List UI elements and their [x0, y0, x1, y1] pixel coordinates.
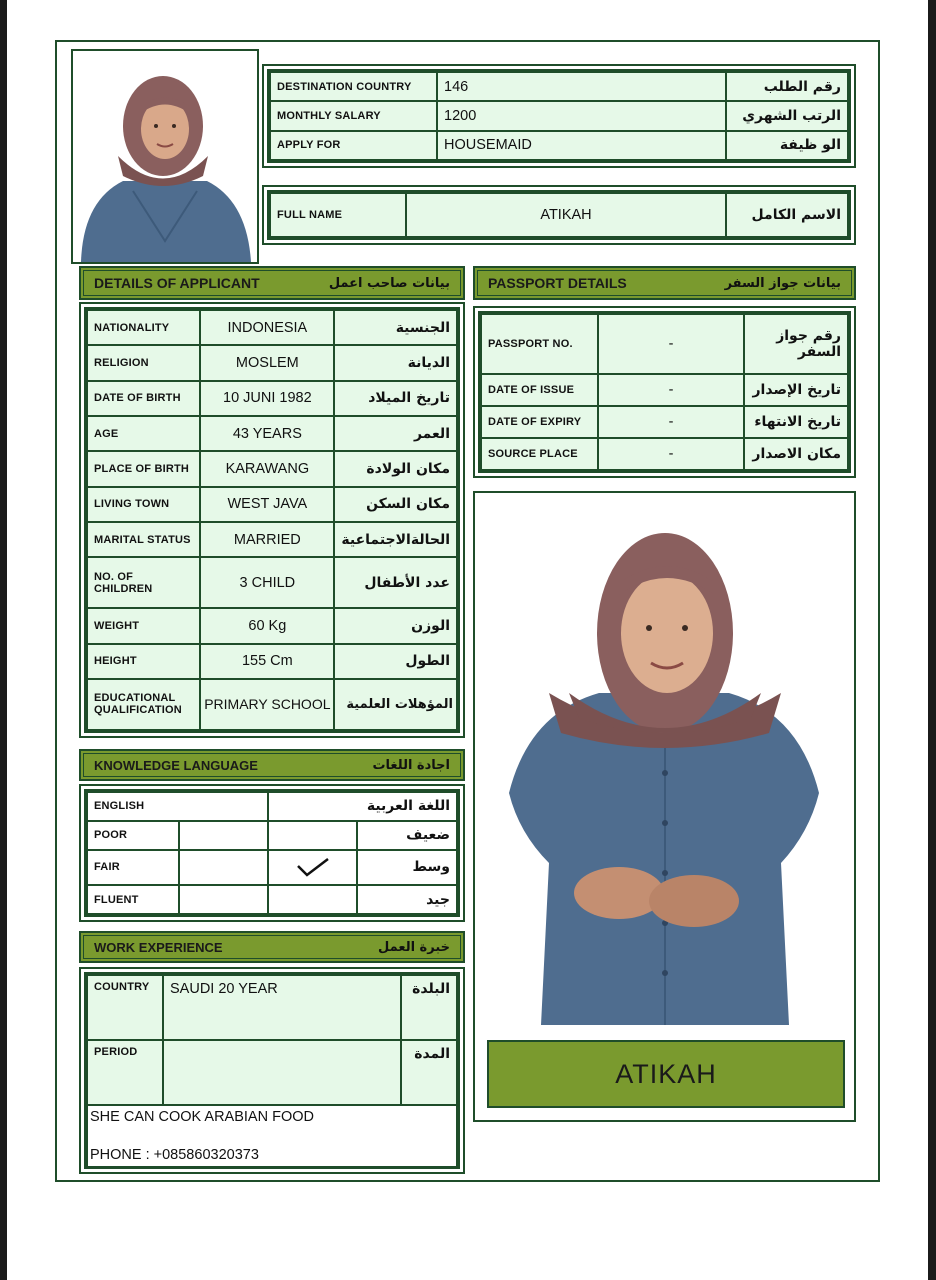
table-row — [87, 451, 457, 486]
arabic-fluent-cell — [268, 885, 357, 914]
passport-header — [473, 266, 856, 300]
date-of-issue-label-ar: تاريخ الإصدار — [744, 374, 848, 406]
applicant-header-title: DETAILS OF APPLICANT — [94, 275, 260, 291]
name-banner-text: ATIKAH — [615, 1058, 717, 1089]
arabic-poor-cell — [268, 821, 357, 850]
applicant-header — [79, 266, 465, 300]
full-name-value: ATIKAH — [406, 193, 726, 237]
poor-label: POOR — [87, 821, 179, 850]
applicant-table — [86, 309, 458, 731]
table-row — [87, 885, 457, 914]
salary-value: 1200 — [437, 101, 726, 130]
table-row — [87, 522, 457, 557]
nationality-label-ar: الجنسية — [334, 310, 457, 345]
english-fluent-cell — [179, 885, 268, 914]
english-column-label: ENGLISH — [87, 792, 268, 821]
salary-label: MONTHLY SALARY — [270, 101, 437, 130]
source-place-label-ar: مكان الاصدار — [744, 438, 848, 470]
age-label: AGE — [87, 416, 200, 451]
full-name-label-ar: الاسم الكامل — [726, 193, 848, 237]
fair-label-ar: وسط — [357, 850, 457, 885]
weight-label-ar: الوزن — [334, 608, 457, 643]
dob-label: DATE OF BIRTH — [87, 381, 200, 416]
table-row — [87, 608, 457, 643]
fluent-label: FLUENT — [87, 885, 179, 914]
nationality-value: INDONESIA — [200, 310, 334, 345]
work-table — [86, 974, 458, 1168]
application-form — [55, 40, 880, 1182]
education-label: EDUCATIONAL QUALIFICATION — [87, 679, 200, 730]
notes-cell — [87, 1105, 457, 1167]
table-row — [87, 679, 457, 730]
small-portrait-image — [73, 51, 257, 262]
destination-label-ar: رقم الطلب — [726, 72, 848, 101]
table-row — [481, 406, 848, 438]
top-info-box — [262, 64, 856, 168]
country-label-ar: البلدة — [401, 975, 457, 1040]
apply-for-label-ar: الو ظيفة — [726, 131, 848, 160]
nationality-label: NATIONALITY — [87, 310, 200, 345]
table-row — [270, 101, 848, 130]
source-place-value: - — [598, 438, 744, 470]
fluent-label-ar: جيد — [357, 885, 457, 914]
table-row — [87, 381, 457, 416]
place-of-birth-label-ar: مكان الولادة — [334, 451, 457, 486]
table-row — [87, 792, 457, 821]
table-row — [87, 821, 457, 850]
table-row — [481, 374, 848, 406]
table-row — [87, 975, 457, 1040]
passport-header-title: PASSPORT DETAILS — [488, 275, 627, 291]
poor-label-ar: ضعيف — [357, 821, 457, 850]
living-town-label-ar: مكان السكن — [334, 487, 457, 522]
language-header-title: KNOWLEDGE LANGUAGE — [94, 757, 258, 773]
period-value — [163, 1040, 401, 1105]
passport-table — [480, 313, 849, 471]
height-value: 155 Cm — [200, 644, 334, 679]
top-info-table — [269, 71, 849, 161]
table-row — [87, 1105, 457, 1167]
work-header-title-ar: خبرة العمل — [378, 939, 450, 955]
period-label-ar: المدة — [401, 1040, 457, 1105]
religion-label-ar: الديانة — [334, 345, 457, 380]
language-header-title-ar: اجادة اللغات — [372, 757, 450, 773]
full-name-table — [269, 192, 849, 238]
dob-label-ar: تاريخ الميلاد — [334, 381, 457, 416]
date-of-issue-label: DATE OF ISSUE — [481, 374, 598, 406]
arabic-column-label: اللغة العربية — [268, 792, 457, 821]
table-row — [87, 557, 457, 608]
passport-box — [473, 306, 856, 478]
small-photo — [71, 49, 259, 264]
marital-status-label: MARITAL STATUS — [87, 522, 200, 557]
living-town-label: LIVING TOWN — [87, 487, 200, 522]
passport-no-value: - — [598, 314, 744, 374]
table-row — [87, 345, 457, 380]
table-row — [481, 314, 848, 374]
date-of-expiry-label: DATE OF EXPIRY — [481, 406, 598, 438]
salary-label-ar: الرتب الشهري — [726, 101, 848, 130]
education-value: PRIMARY SCHOOL — [200, 679, 334, 730]
passport-no-label-ar: رقم جواز السفر — [744, 314, 848, 374]
children-value: 3 CHILD — [200, 557, 334, 608]
right-edge-bar — [928, 0, 936, 1280]
apply-for-value: HOUSEMAID — [437, 131, 726, 160]
date-of-expiry-value: - — [598, 406, 744, 438]
table-row — [87, 850, 457, 885]
age-label-ar: العمر — [334, 416, 457, 451]
weight-value: 60 Kg — [200, 608, 334, 643]
checkmark-icon — [296, 857, 330, 877]
height-label-ar: الطول — [334, 644, 457, 679]
work-header — [79, 931, 465, 963]
height-label: HEIGHT — [87, 644, 200, 679]
passport-no-label: PASSPORT NO. — [481, 314, 598, 374]
large-photo-panel — [473, 491, 856, 1122]
religion-label: RELIGION — [87, 345, 200, 380]
language-table — [86, 791, 458, 915]
weight-label: WEIGHT — [87, 608, 200, 643]
children-label-ar: عدد الأطفال — [334, 557, 457, 608]
work-box — [79, 967, 465, 1174]
period-label: PERIOD — [87, 1040, 163, 1105]
table-row — [87, 1040, 457, 1105]
name-banner — [487, 1040, 845, 1108]
applicant-header-title-ar: بيانات صاحب اعمل — [328, 275, 450, 291]
marital-status-label-ar: الحالةالاجتماعية — [334, 522, 457, 557]
dob-value: 10 JUNI 1982 — [200, 381, 334, 416]
country-label: COUNTRY — [87, 975, 163, 1040]
date-of-expiry-label-ar: تاريخ الانتهاء — [744, 406, 848, 438]
arabic-fair-cell — [268, 850, 357, 885]
applicant-box — [79, 302, 465, 738]
table-row — [87, 310, 457, 345]
phone-number: PHONE : +085860320373 — [90, 1147, 259, 1163]
country-value: SAUDI 20 YEAR — [163, 975, 401, 1040]
destination-label: DESTINATION COUNTRY — [270, 72, 437, 101]
passport-header-title-ar: بيانات جواز السفر — [724, 275, 841, 291]
table-row — [270, 131, 848, 160]
table-row — [270, 72, 848, 101]
left-edge-bar — [0, 0, 7, 1280]
table-row — [270, 193, 848, 237]
destination-value: 146 — [437, 72, 726, 101]
religion-value: MOSLEM — [200, 345, 334, 380]
children-label: NO. OF CHILDREN — [87, 557, 200, 608]
date-of-issue-value: - — [598, 374, 744, 406]
apply-for-label: APPLY FOR — [270, 131, 437, 160]
language-box — [79, 784, 465, 922]
full-name-box — [262, 185, 856, 245]
living-town-value: WEST JAVA — [200, 487, 334, 522]
place-of-birth-label: PLACE OF BIRTH — [87, 451, 200, 486]
age-value: 43 YEARS — [200, 416, 334, 451]
full-name-label: FULL NAME — [270, 193, 406, 237]
source-place-label: SOURCE PLACE — [481, 438, 598, 470]
place-of-birth-value: KARAWANG — [200, 451, 334, 486]
table-row — [481, 438, 848, 470]
large-portrait-image — [489, 533, 841, 1025]
fair-label: FAIR — [87, 850, 179, 885]
language-header — [79, 749, 465, 781]
table-row — [87, 644, 457, 679]
marital-status-value: MARRIED — [200, 522, 334, 557]
education-label-ar: المؤهلات العلمية — [334, 679, 457, 730]
english-fair-cell — [179, 850, 268, 885]
cooking-note: SHE CAN COOK ARABIAN FOOD — [90, 1109, 314, 1125]
table-row — [87, 416, 457, 451]
work-header-title: WORK EXPERIENCE — [94, 939, 223, 955]
table-row — [87, 487, 457, 522]
english-poor-cell — [179, 821, 268, 850]
